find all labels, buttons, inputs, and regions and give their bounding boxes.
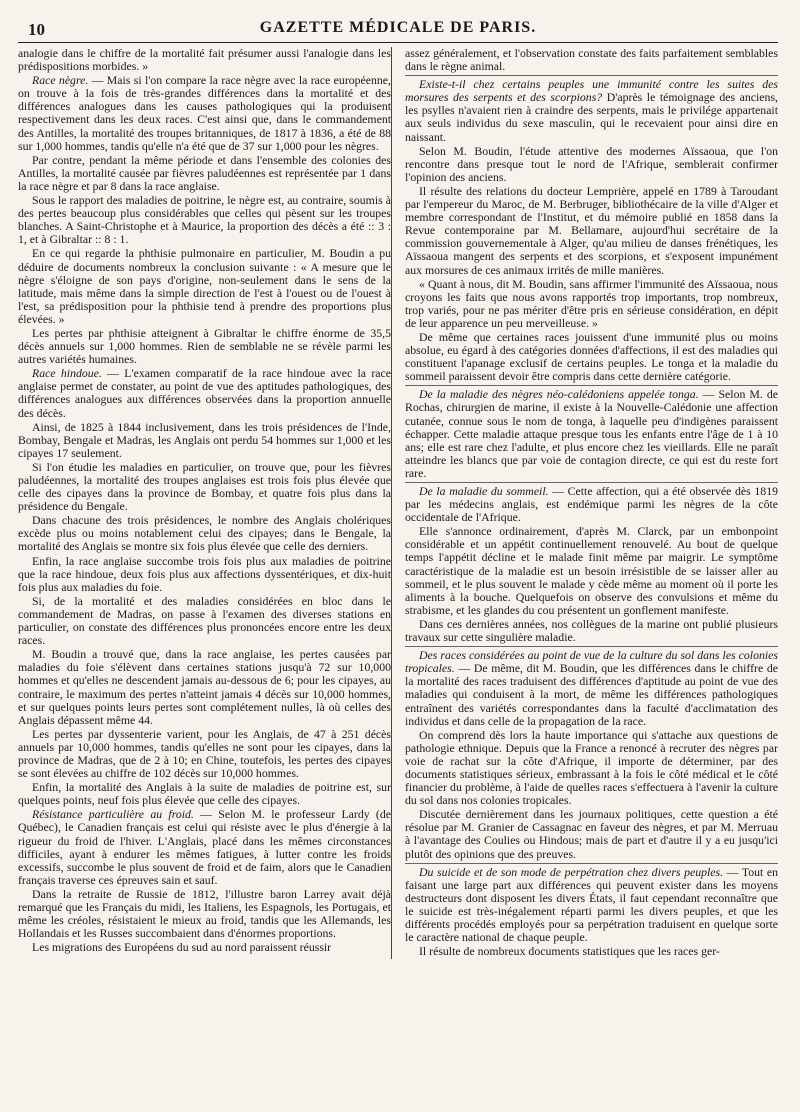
paragraph-text: On comprend dès lors la haute importance qui s'attache aux questions de pathologie ethnique. Depuis que la France a renoncé à recruter des nègres par voie de rachat sur la côte d'Afrique, il importe de déterminer, par des documents statistiques sérieux, embrassant à la fois le côté médical et le côté financier du problème, à l'aide de quelles races s'effectuera à l'avenir la culture du sol dans nos colonies tropicales. <box>405 727 778 808</box>
paragraph <box>405 863 778 945</box>
paragraph <box>405 646 778 728</box>
paragraph-text: Les pertes par phthisie atteignent à Gibraltar le chiffre énorme de 35,5 décès annuels sur 1,000 hommes. Rien de semblable ne se révèle parmi les autres variétés humaines. <box>18 325 391 367</box>
paragraph-text: — De même, dit M. Boudin, que les différences dans le chiffre de la mortalité des races traduisent des différences d'aptitude au point de vue des maladies qui conduisent à la mort, de même les différences pathologiques entraînent des variétés correspondantes dans la faculté d'acclimatation des individus et dans celle de la propagation de la race. <box>405 661 778 728</box>
paragraph <box>18 47 391 73</box>
paragraph-text: Dans la retraite de Russie de 1812, l'illustre baron Larrey avait déjà remarqué que les Français du midi, les Italiens, les Espagnols, les Portugais, et même les créoles, résistaient le mieux au froid, tandis que les Allemands, les Hollandais et les Russes succombaient dans d'énormes proportions. <box>18 886 391 941</box>
paragraph-text: Elle s'annonce ordinairement, d'après M. Clarck, par un embonpoint considérable et un appétit continuellement renouvelé. Au bout de quelque temps l'appétit décline et le malade finit même par maigrir. Le symptôme caractéristique de la maladie est un besoin irrésistible de se laisser aller au sommeil, et le plus souvent le malade y cède même au moment où il porte les aliments à la bouche. Quelquefois on observe des convulsions et même du strabisme, et les glandes du cou présentent un gonflement manifeste. <box>405 524 778 617</box>
paragraph <box>18 728 391 780</box>
paragraph-text: Par contre, pendant la même période et dans l'ensemble des colonies des Antilles, la mortalité causée par fièvres paludéennes est représentée par 1 dans la race nègre et par 8 dans la race anglaise. <box>18 152 391 193</box>
paragraph <box>405 525 778 617</box>
paragraph <box>18 421 391 460</box>
paragraph <box>405 385 778 480</box>
paragraph <box>405 482 778 524</box>
right-column <box>405 47 778 959</box>
paragraph <box>18 781 391 807</box>
paragraph <box>18 595 391 647</box>
article-columns <box>18 47 778 959</box>
page-number: 10 <box>28 20 45 39</box>
paragraph-text: Il résulte des relations du docteur Lemprière, appelé en 1789 à Taroudant par l'empereur du Maroc, de M. Berbruger, bibliothécaire de la ville d'Alger et membre correspondant de l'Institut, et du mémoire publié en 1858 dans la Revue contemporaine par M. Bellamare, aujourd'hui secrétaire de la commission gouvernementale à Alger, qu'au milieu de danses frénétiques, les Aïssaoua mangent des serpents et des scorpions, et s'exposent impunément aux morsures de ces animaux irrités de mille manières. <box>405 183 778 277</box>
paragraph <box>18 808 391 887</box>
paragraph-text: De même que certaines races jouissent d'une immunité plus ou moins absolue, eu égard à des catégories données d'affections, il est des maladies qui constituent l'apanage exclusif de certains peuples. Le tonga et la maladie du sommeil paraissent devoir être compris dans cette dernière catégorie. <box>405 329 778 384</box>
paragraph <box>18 367 391 419</box>
paragraph-text: — Selon M. le professeur Lardy (de Québec), le Canadien français est celui qui résiste avec le plus d'énergie à la rigueur du froid de l'hiver. L'Anglais, placé dans les mêmes circonstances difficiles, ayant à endurer les mêmes fatigues, à lutter contre les froids excessifs, succombe le plus souvent de froid et de faim, alors que le Canadien français traverse ces épreuves sain et sauf. <box>18 807 391 887</box>
section-heading: Race nègre. <box>32 73 89 88</box>
paragraph <box>18 648 391 727</box>
paragraph <box>18 514 391 553</box>
paragraph <box>405 75 778 143</box>
paragraph-text: Sous le rapport des maladies de poitrine, le nègre est, au contraire, soumis à des pertes beaucoup plus considérables que celles qui pèsent sur les troupes blanches. A Saint-Christophe et à Maurice, la proportion des décès a été :: 3 : 1, et à Gibraltar :: 8 : 1. <box>18 193 391 247</box>
paragraph <box>405 618 778 644</box>
paragraph-text: assez généralement, et l'observation constate des faits parfaitement semblables dans le règne animal. <box>405 46 778 74</box>
paragraph <box>18 154 391 193</box>
paragraph <box>18 555 391 594</box>
paragraph <box>405 185 778 277</box>
paragraph-text: Discutée dernièrement dans les journaux politiques, cette question a été résolue par M. Granier de Cassagnac en faveur des nègres, et par M. Merruau à l'avantage des Coulies ou Hindous; mais de part et d'autre il y a eu jusqu'ici plutôt des opinions que des preuves. <box>405 807 778 861</box>
paragraph-text: Il résulte de nombreux documents statistiques que les races ger- <box>419 944 720 959</box>
paragraph <box>18 461 391 513</box>
paragraph-text: Dans ces dernières années, nos collègues de la marine ont publié plusieurs travaux sur cette singulière maladie. <box>405 616 778 645</box>
journal-title: GAZETTE MÉDICALE DE PARIS. <box>259 19 537 36</box>
paragraph-text: Les pertes par dyssenterie varient, pour les Anglais, de 47 à 251 décès annuels par 10,000 hommes, tandis qu'elles ne sont pour les cipayes, dans la province de Madras, que de 2 à 10; en Chine, toutefois, les pertes des cipayes se sont élevées au chiffre de 102 décès sur 10,000 hommes. <box>18 726 391 781</box>
paragraph-text: Selon M. Boudin, l'étude attentive des modernes Aïssaoua, que l'on rencontre dans presque tout le nord de l'Afrique, semblerait confirmer l'opinion des anciens. <box>405 143 778 184</box>
page-header <box>18 14 778 43</box>
paragraph <box>405 47 778 73</box>
paragraph-text: — L'examen comparatif de la race hindoue avec la race anglaise permet de constater, au point de vue des aptitudes pathologiques, des différences analogues aux différences observées dans la proportion annuelle des décès. <box>18 366 391 420</box>
paragraph-text: M. Boudin a trouvé que, dans la race anglaise, les pertes causées par maladies du foie s'élèvent dans certaines stations jusqu'à 72 sur 10,000 hommes et qu'elles ne descendent jamais au-dessous de 6; pour les cipayes, au contraire, le maximum des pertes n'atteint jamais 4 décès sur 10,000 hommes, et sur quelques points leurs pertes sont complétement nulles, là où celles des Anglais dépassent même 44. <box>18 647 391 727</box>
paragraph-text: Dans chacune des trois présidences, le nombre des Anglais cholériques excède plus ou moins notablement celui des cipayes; dans le Bengale, la mortalité des Anglais se montre six fois plus élevée que celle des derniers. <box>18 513 391 554</box>
paragraph-text: Si, de la mortalité et des maladies considérées en bloc dans le commandement de Madras, on passe à l'examen des diverses stations en particulier, on constate des différences plus prononcées encore entre les deux races. <box>18 593 391 648</box>
paragraph-text: Ainsi, de 1825 à 1844 inclusivement, dans les trois présidences de l'Inde, Bombay, Bengale et Madras, les Anglais ont perdu 54 hommes sur 1,000 et les cipayes 17 seulement. <box>18 419 391 460</box>
section-heading: Existe-t-il chez certains peuples une immunité contre les suites des morsures des serpents et des scorpions? <box>405 77 778 105</box>
paragraph <box>405 808 778 860</box>
paragraph <box>405 145 778 184</box>
section-heading: Race hindoue. <box>32 366 102 381</box>
paragraph-text: — Mais si l'on compare la race nègre avec la race européenne, on trouve à la fois de très-grandes différences dans la mortalité et des différences analogues dans les causes pathologiques qui la produisent respectivement dans les deux races. C'est ainsi que, dans le commandement des Antilles, la mortalité des troupes britanniques, de 1817 à 1836, a été de 88 sur 1,000 hommes, tandis qu'elle n'a été que de 37 sur 1,000 pour les nègres. <box>18 73 391 153</box>
section-heading: Des races considérées au point de vue de la culture du sol dans les colonies tropicales. <box>405 648 778 676</box>
paragraph-text: — Selon M. de Rochas, chirurgien de marine, il existe à la Nouvelle-Calédonie une affection cutanée, connue sous le nom de tonga, à laquelle peu d'indigènes paraissent échapper. Cette maladie attaque presque tous les enfants entre l'âge de 1 à 10 ans; elle est rare chez l'adulte, et plus encore chez les vieillards. Elle ne paraît atteindre les blancs que par voie de contagion directe, ce qui est du reste fort rare. <box>405 387 778 480</box>
paragraph-text: — Tout en faisant une large part aux différences qui peuvent exister dans les moyens destructeurs dont disposent les divers États, il faut cependant reconnaître que le suicide est très-inégalement réparti parmi les divers peuples, et que les différents procédés employés pour sa perpétration traduisent en quelque sorte le caractère national de chaque peuple. <box>405 864 778 945</box>
section-heading: Du suicide et de son mode de perpétration chez divers peuples. <box>419 864 724 879</box>
paragraph-text: Si l'on étudie les maladies en particulier, on trouve que, pour les fièvres paludéennes, la mortalité des troupes anglaises est trois fois plus élevée que celle des cipayes dans la province de Bombay, et quatre fois plus dans la présidence du Bengale. <box>18 459 391 514</box>
paragraph-text: Les migrations des Européens du sud au nord paraissent réussir <box>32 940 332 955</box>
paragraph <box>18 327 391 366</box>
paragraph-text: « Quant à nous, dit M. Boudin, sans affirmer l'immunité des Aïssaoua, nous croyons les faits que nous avons rapportés trop importants, trop nombreux, trop variés, pour ne pas mériter d'être pris en sérieuse considération, en dépit de leur apparence un peu merveilleuse. » <box>405 276 778 330</box>
paragraph <box>405 945 778 958</box>
section-heading: Résistance particulière au froid. <box>32 807 194 822</box>
paragraph <box>18 941 391 954</box>
paragraph <box>405 278 778 330</box>
paragraph <box>405 729 778 808</box>
paragraph-text: Enfin, la race anglaise succombe trois fois plus aux maladies de poitrine que la race hindoue, deux fois plus aux affections dyssentériques, et dix-huit fois plus aux maladies du foie. <box>18 553 391 594</box>
paragraph <box>18 247 391 326</box>
paragraph-text: D'après le témoignage des anciens, les psylles n'avaient rien à craindre des serpents, mais le privilége appartenait aux seuls individus du sexe masculin, qui le recevaient pour ainsi dire en naissant. <box>405 90 778 144</box>
section-heading: De la maladie du sommeil. <box>419 484 549 498</box>
paragraph-text: En ce qui regarde la phthisie pulmonaire en particulier, M. Boudin a pu déduire de documents nombreux la conclusion suivante : « A mesure que le nègre s'éloigne de son pays d'origine, non-seulement dans le sens de la latitude, mais même dans la simple direction de l'est à l'ouest ou de l'ouest à l'est, sa prédisposition pour la phthisie tend à prendre des proportions plus élevées. » <box>18 246 391 326</box>
paragraph <box>405 331 778 383</box>
paragraph <box>18 194 391 246</box>
paragraph-text: Enfin, la mortalité des Anglais à la suite de maladies de poitrine est, sur quelques points, neuf fois plus élevée que celle des cipayes. <box>18 780 391 808</box>
left-column <box>18 47 391 959</box>
paragraph-text: — Cette affection, qui a été observée dès 1819 par les médecins anglais, est endémique parmi les nègres de la côte occidentale de l'Afrique. <box>405 484 778 525</box>
section-heading: De la maladie des nègres néo-calédoniens appelée tonga. <box>419 387 699 402</box>
paragraph-text: analogie dans le chiffre de la mortalité fait présumer aussi l'analogie dans les prédispositions morbides. » <box>18 46 391 74</box>
paragraph <box>18 888 391 940</box>
paragraph <box>18 74 391 153</box>
